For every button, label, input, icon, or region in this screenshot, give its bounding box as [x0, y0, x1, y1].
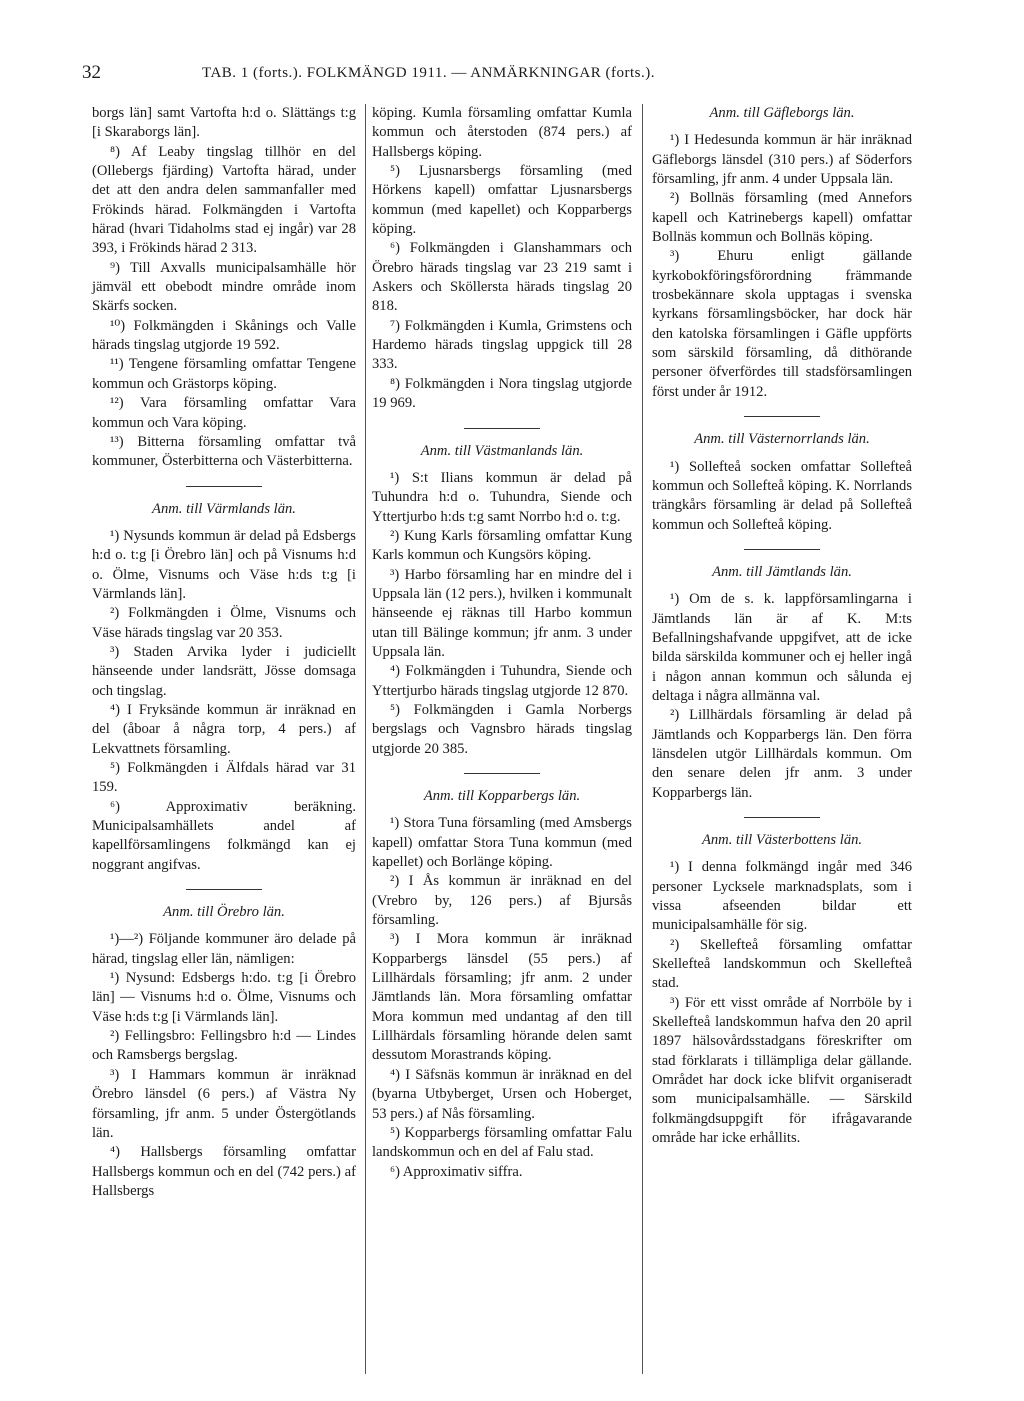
- column-right: [652, 104, 912, 1149]
- note-text: köping. Kumla församling omfattar Kumla kommun och återstoden (874 pers.) af Hallsbergs köping.: [372, 105, 632, 160]
- note-text: ⁹) Till Axvalls municipalsamhälle hör jämväl ett obebodt mindre område inom Skärfs socken.: [92, 259, 356, 315]
- note-text: borgs län] samt Vartofta h:d o. Slättängs t:g [i Skaraborgs län].: [92, 105, 356, 141]
- section-separator: [744, 549, 820, 550]
- note-text: ³) Harbo församling har en mindre del i Uppsala län (12 pers.), hvilken i kommunalt hänseende ej räknas till Harbo kommun utan till Bälinge kommun; jfr anm. 3 under Uppsala län.: [372, 566, 632, 660]
- note-text: ⁸) Af Leaby tingslag tillhör en del (Ollebergs fjärding) Vartofta härad, under det att den andra delen sammanfaller med Frökinds härad. Folkmängden i Vartofta härad (hvari Tidaholms stad ej ingår) var 28 393, i Frökinds härad 2 313.: [92, 143, 356, 257]
- note-text: ¹) Nysunds kommun är delad på Edsbergs h:d o. t:g [i Örebro län] och på Visnums h:d o. Ölme, Visnums och Väse h:ds t:g [i Värmlands län].: [92, 527, 356, 602]
- note-text: ³) I Hammars kommun är inräknad Örebro länsdel (6 pers.) af Västra Ny församling, jfr anm. 5 under Östergötlands län.: [92, 1066, 356, 1141]
- section-separator: [186, 889, 262, 890]
- note-text: ⁵) Ljusnarsbergs församling (med Hörkens kapell) omfattar Ljusnarsbergs kommun (med kapellet) och Kopparbergs köping.: [372, 163, 632, 238]
- section-separator: [464, 773, 540, 774]
- section-separator: [744, 416, 820, 417]
- note-text: ³) För ett visst område af Norrböle by i Skellefteå landskommun hafva den 20 april 1897 hälsovårdsstadgans föreskrifter om stad förklarats i tillämpliga delar gällande. Området har dock icke blifvit organiseradt som municipalsamhälle. — Särskild folkmängdsuppgift för ifrågavarande område har icke erhållits.: [652, 994, 912, 1147]
- note-text: ¹) S:t Ilians kommun är delad på Tuhundra h:d o. Tuhundra, Siende och Yttertjurbo h:ds t:g samt Norrbo h:d o. t:g.: [372, 469, 632, 525]
- section-heading: Anm. till Örebro län.: [163, 904, 285, 921]
- note-text: ²) Folkmängden i Ölme, Visnums och Väse härads tingslag var 20 353.: [92, 605, 356, 641]
- note-text: ¹) I denna folkmängd ingår med 346 personer Lycksele marknadsplats, som i vissa afseenden bildar ett municipalsamhälle för sig.: [652, 859, 912, 934]
- note-text: ¹) I Hedesunda kommun är här inräknad Gäfleborgs länsdel (310 pers.) af Söderfors församling, jfr anm. 4 under Uppsala län.: [652, 132, 912, 188]
- note-text: ⁵) Folkmängden i Älfdals härad var 31 159.: [92, 760, 356, 796]
- note-text: ¹) Stora Tuna församling (med Amsbergs kapell) omfattar Stora Tuna kommun (med kapellet) och Borlänge köping.: [372, 815, 632, 871]
- section-separator: [744, 817, 820, 818]
- section-heading: Anm. till Gäfleborgs län.: [709, 105, 855, 121]
- note-text: ⁸) Folkmängden i Nora tingslag utgjorde 19 969.: [372, 375, 632, 412]
- note-text: ⁷) Folkmängden i Kumla, Grimstens och Hardemo härads tingslag uppgick till 28 333.: [372, 317, 632, 373]
- note-text: ³) Ehuru enligt gällande kyrkobokföringsförordning främmande trosbekännare skola upptagas i svenska kyrkans församlingsböcker, har dock här den katolska församlingen i Gäfle uppförts som särskild församling, då dithörande personer öfverfördes till stadsförsamlingen först under år 1912.: [652, 248, 912, 400]
- note-text: ⁶) Approximativ beräkning. Municipalsamhällets andel af kapellförsamlingens folkmängd kan ej noggrant angifvas.: [92, 798, 356, 873]
- note-text: ³) Staden Arvika lyder i judiciellt hänseende under landsrätt, Jösse domsaga och tingslag.: [92, 643, 356, 699]
- section-heading: Anm. till Västerbottens län.: [701, 832, 863, 848]
- note-text: ¹⁰) Folkmängden i Skånings och Valle härads tingslag utgjorde 19 592.: [92, 317, 356, 354]
- note-text: ⁵) Kopparbergs församling omfattar Falu landskommun och en del af Falu stad.: [372, 1124, 632, 1161]
- note-text: ¹¹) Tengene församling omfattar Tengene kommun och Grästorps köping.: [92, 356, 356, 392]
- note-text: ¹) Nysund: Edsbergs h:do. t:g [i Örebro län] — Visnums h:d o. Ölme, Visnums och Väse h:ds t:g [i Värmlands län].: [92, 970, 356, 1025]
- note-text: ⁶) Approximativ siffra.: [390, 1163, 523, 1180]
- section-heading: Anm. till Jämtlands län.: [712, 563, 852, 580]
- note-text: ²) Bollnäs församling (med Annefors kapell och Katrinebergs kapell) omfattar Bollnäs kommun och Bollnäs köping.: [652, 190, 912, 246]
- note-text: ²) Skellefteå församling omfattar Skellefteå landskommun och Skellefteå stad.: [652, 936, 912, 992]
- note-text: ⁴) I Säfsnäs kommun är inräknad en del (byarna Utbyberget, Ursen och Hoberget, 53 pers.) af Nås församling.: [372, 1066, 632, 1122]
- page-number: 32: [82, 62, 101, 83]
- note-text: ¹)—²) Följande kommuner äro delade på härad, tingslag eller län, nämligen:: [92, 931, 356, 967]
- note-text: ¹³) Bitterna församling omfattar två kommuner, Österbitterna och Västerbitterna.: [92, 433, 356, 470]
- note-text: ²) Kung Karls församling omfattar Kung Karls kommun och Kungsörs köping.: [372, 527, 632, 564]
- note-text: ⁶) Folkmängden i Glanshammars och Örebro härads tingslag var 23 219 samt i Askers och Sköllersta härads tingslag 20 818.: [372, 240, 632, 315]
- note-text: ¹) Sollefteå socken omfattar Sollefteå kommun och Sollefteå köping. K. Norrlands trängkårs församling är delad på Sollefteå kommun och Sollefteå köping.: [652, 458, 912, 533]
- column-divider: [642, 104, 643, 1374]
- running-head: TAB. 1 (forts.). FOLKMÄNGD 1911. — ANMÄRKNINGAR (forts.).: [202, 65, 655, 81]
- note-text: ⁴) Folkmängden i Tuhundra, Siende och Yttertjurbo härads tingslag utgjorde 12 870.: [372, 663, 632, 699]
- note-text: ³) I Mora kommun är inräknad Kopparbergs länsdel (55 pers.) af Lillhärdals församling; jfr anm. 2 under Jämtlands län. Mora församling omfattar Mora kommun med undantag af den till Lillhärdals församling hörande delen samt dessutom Morastrands köping.: [372, 931, 632, 1064]
- section-heading: Anm. till Värmlands län.: [152, 500, 296, 517]
- section-heading: Anm. till Kopparbergs län.: [423, 788, 581, 804]
- note-text: ¹²) Vara församling omfattar Vara kommun och Vara köping.: [92, 395, 356, 431]
- column-divider: [365, 104, 366, 1374]
- note-text: ⁵) Folkmängden i Gamla Norbergs bergslags och Vagnsbro härads tingslag utgjorde 20 385.: [372, 701, 632, 757]
- section-heading: Anm. till Västmanlands län.: [420, 442, 584, 459]
- note-text: ²) I Ås kommun är inräknad en del (Vrebro by, 126 pers.) af Bjursås församling.: [372, 873, 632, 929]
- column-left: [92, 104, 356, 1201]
- section-separator: [186, 486, 262, 487]
- note-text: ¹) Om de s. k. lappförsamlingarna i Jämtlands län är af K. M:ts Befallningshafvande uppgifvet, att de icke bilda särskilda kommuner och ej heller ingå i någon annan kommun och sålunda ej deltaga i några allmänna val.: [652, 591, 912, 704]
- column-middle: [372, 104, 632, 1182]
- note-text: ²) Lillhärdals församling är delad på Jämtlands och Kopparbergs län. Den förra länsdelen utgör Lillhärdals kommun. Om den senare delen jfr anm. 3 under Kopparbergs län.: [652, 707, 912, 801]
- page-header: [82, 62, 982, 92]
- section-separator: [464, 428, 540, 429]
- note-text: ²) Fellingsbro: Fellingsbro h:d — Lindes och Ramsbergs bergslag.: [92, 1028, 356, 1064]
- note-text: ⁴) Hallsbergs församling omfattar Hallsbergs kommun och en del (742 pers.) af Hallsbergs: [92, 1144, 356, 1199]
- note-text: ⁴) I Fryksände kommun är inräknad en del (åboar å några torp, 4 pers.) af Lekvattnets församling.: [92, 701, 356, 757]
- section-heading: Anm. till Västernorrlands län.: [694, 431, 870, 448]
